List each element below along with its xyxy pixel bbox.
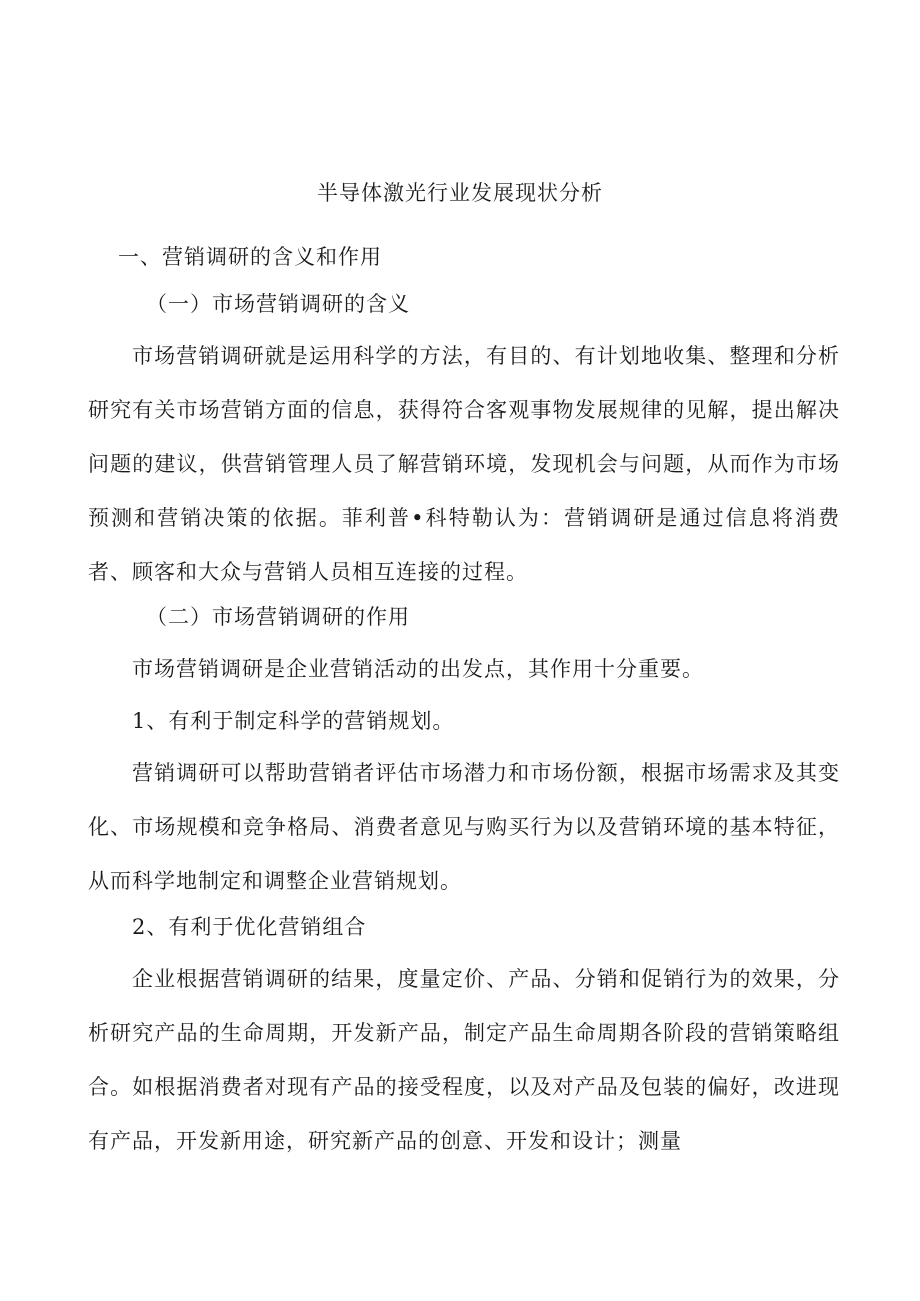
paragraph-point-1: 营销调研可以帮助营销者评估市场潜力和市场份额，根据市场需求及其变化、市场规模和竞争格局、消费者意见与购买行为以及营销环境的基本特征，从而科学地制定和调整企业营销规划。 xyxy=(88,761,840,893)
paragraph-definition: 市场营销调研就是运用科学的方法，有目的、有计划地收集、整理和分析研究有关市场营销方面的信息，获得符合客观事物发展规律的见解，提出解决问题的建议，供营销管理人员了解营销环境，发现机会与问题，从而作为市场预测和营销决策的依据。菲利普•科特勒认为：营销调研是通过信息将消费者、顾客和大众与营销人员相互连接的过程。 xyxy=(88,344,840,584)
document-title: 半导体激光行业发展现状分析 xyxy=(317,181,603,205)
paragraph-role-intro: 市场营销调研是企业营销活动的出发点，其作用十分重要。 xyxy=(132,657,704,681)
section-heading-1: 一、营销调研的含义和作用 xyxy=(118,245,382,269)
point-heading-2: 2、有利于优化营销组合 xyxy=(132,915,367,939)
subsection-heading-2: （二）市场营销调研的作用 xyxy=(146,605,410,629)
subsection-heading-1: （一）市场营销调研的含义 xyxy=(146,292,410,316)
point-heading-1: 1、有利于制定科学的营销规划。 xyxy=(132,709,455,733)
paragraph-point-2: 企业根据营销调研的结果，度量定价、产品、分销和促销行为的效果，分析研究产品的生命周期，开发新产品，制定产品生命周期各阶段的营销策略组合。如根据消费者对现有产品的接受程度，以及对产品及包装的偏好，改进现有产品，开发新用途，研究新产品的创意、开发和设计；测量 xyxy=(88,967,840,1153)
